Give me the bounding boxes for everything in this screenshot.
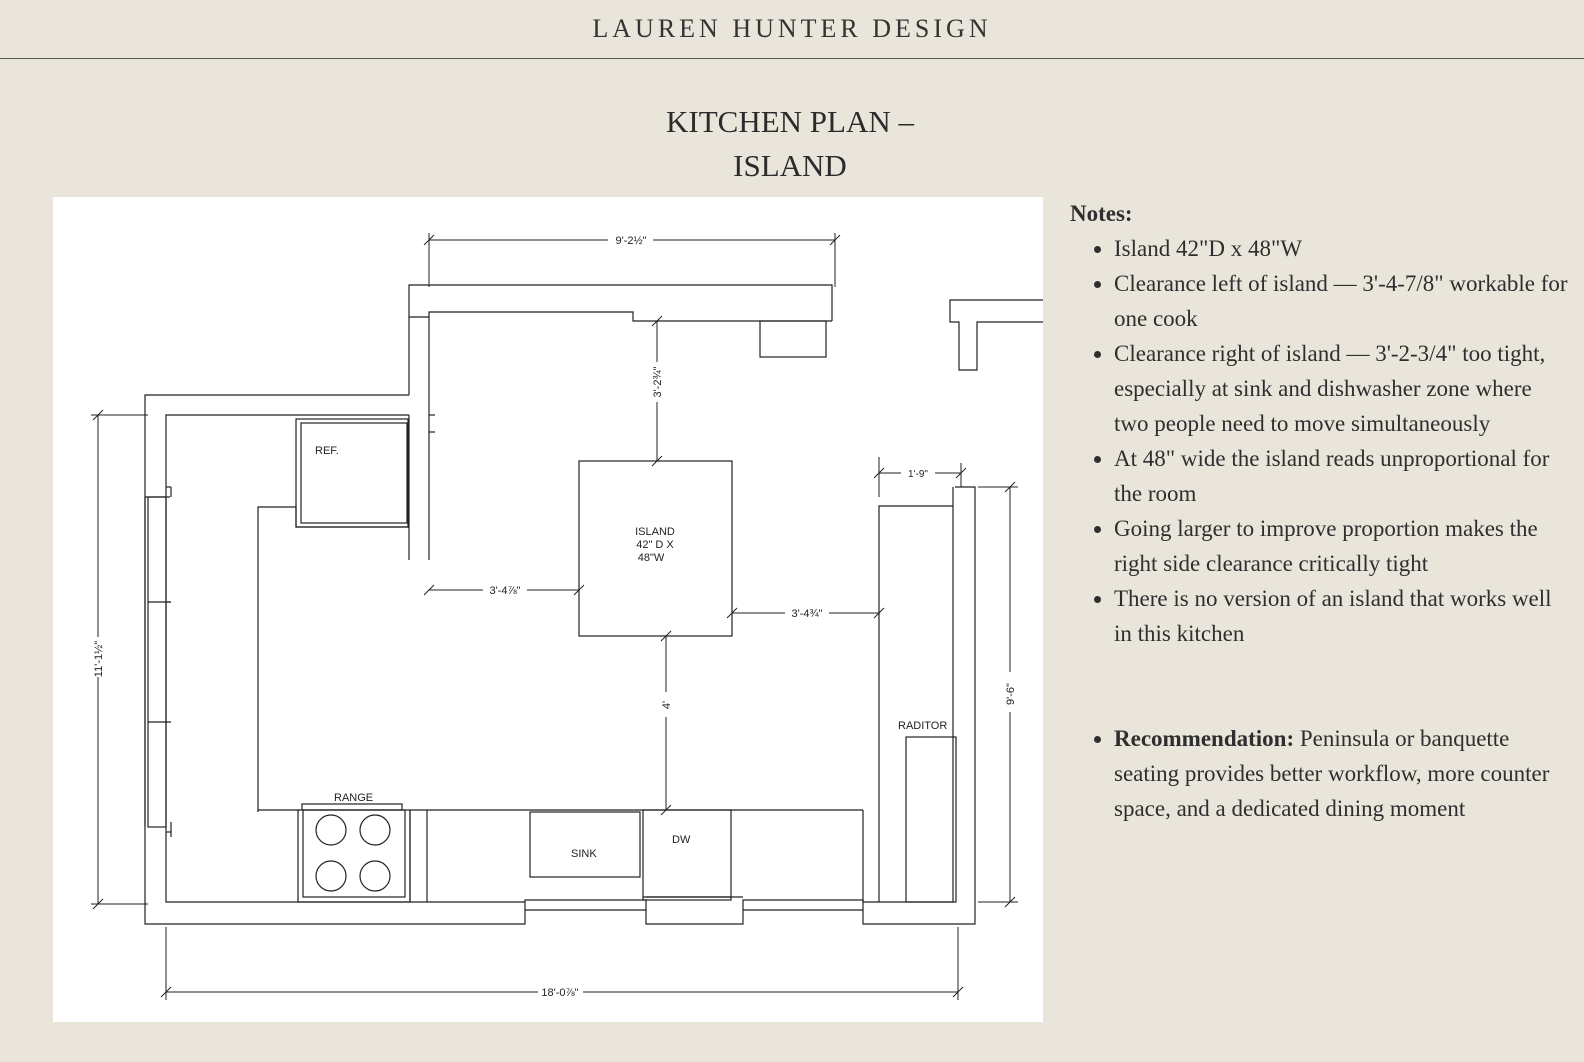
counter-run (258, 507, 863, 902)
dim-right-height: 9'-6" (1005, 683, 1017, 705)
dw-label: DW (672, 834, 691, 846)
dim-top-clearance: 3'-2¾" (652, 366, 664, 398)
recommendation-label: Recommendation: (1114, 726, 1295, 751)
burner-icon (316, 861, 346, 891)
title-line-1: KITCHEN PLAN – (666, 104, 914, 139)
refrigerator (296, 419, 408, 527)
dim-right-clearance: 3'-4¾" (791, 608, 823, 620)
walls (145, 285, 1043, 924)
range (298, 792, 410, 902)
page-title (590, 100, 990, 188)
note-item: • Going larger to improve proportion makes the right side clearance critically tight (1114, 511, 1570, 581)
sink (530, 812, 640, 877)
dim-left-clearance: 3'-4⅞" (489, 585, 521, 597)
brand-name: LAUREN HUNTER DESIGN (592, 14, 992, 43)
title-line-2: ISLAND (733, 148, 847, 183)
dim-left-height: 11'-1½" (93, 640, 105, 678)
island-label-2: 42" D X (636, 539, 674, 551)
floor-plan-drawing (53, 197, 1043, 1022)
note-item: • Clearance left of island — 3'-4-7/8" workable for one cook (1114, 266, 1570, 336)
notes-panel (1070, 196, 1570, 826)
dishwasher (643, 810, 731, 900)
notes-list (1070, 231, 1570, 826)
notes-heading: Notes: (1070, 201, 1133, 226)
raditor-label: RADITOR (898, 720, 948, 732)
kitchen-floor-plan (53, 197, 1043, 1022)
island-label-1: ISLAND (635, 526, 675, 538)
brand-header (0, 0, 1584, 59)
right-counter (879, 506, 956, 902)
island (579, 461, 732, 636)
dim-overall-width: 18'-0⅞" (541, 987, 579, 999)
recommendation-item (1114, 721, 1570, 826)
ref-label: REF. (315, 445, 339, 457)
range-label: RANGE (334, 792, 374, 804)
burner-icon (316, 815, 346, 845)
upper-cabinet (760, 321, 826, 357)
island-label-3: 48"W (637, 552, 665, 564)
burner-icon (360, 815, 390, 845)
recommendation-text: Peninsula or banquette seating provides better workflow, more counter space, and a dedicated dining moment (1114, 726, 1550, 821)
dim-top-width: 9'-2½" (615, 235, 647, 247)
note-item: • Island 42"D x 48"W (1114, 231, 1570, 266)
sink-label: SINK (571, 848, 597, 860)
note-item: • There is no version of an island that works well in this kitchen (1114, 581, 1570, 651)
note-item: • At 48" wide the island reads unproportional for the room (1114, 441, 1570, 511)
dim-small-width: 1'-9" (908, 469, 928, 480)
note-item: • Clearance right of island — 3'-2-3/4" too tight, especially at sink and dishwasher zone where two people need to move simultaneously (1114, 336, 1570, 441)
burner-icon (360, 861, 390, 891)
dim-bottom-clearance: 4' (661, 700, 673, 710)
